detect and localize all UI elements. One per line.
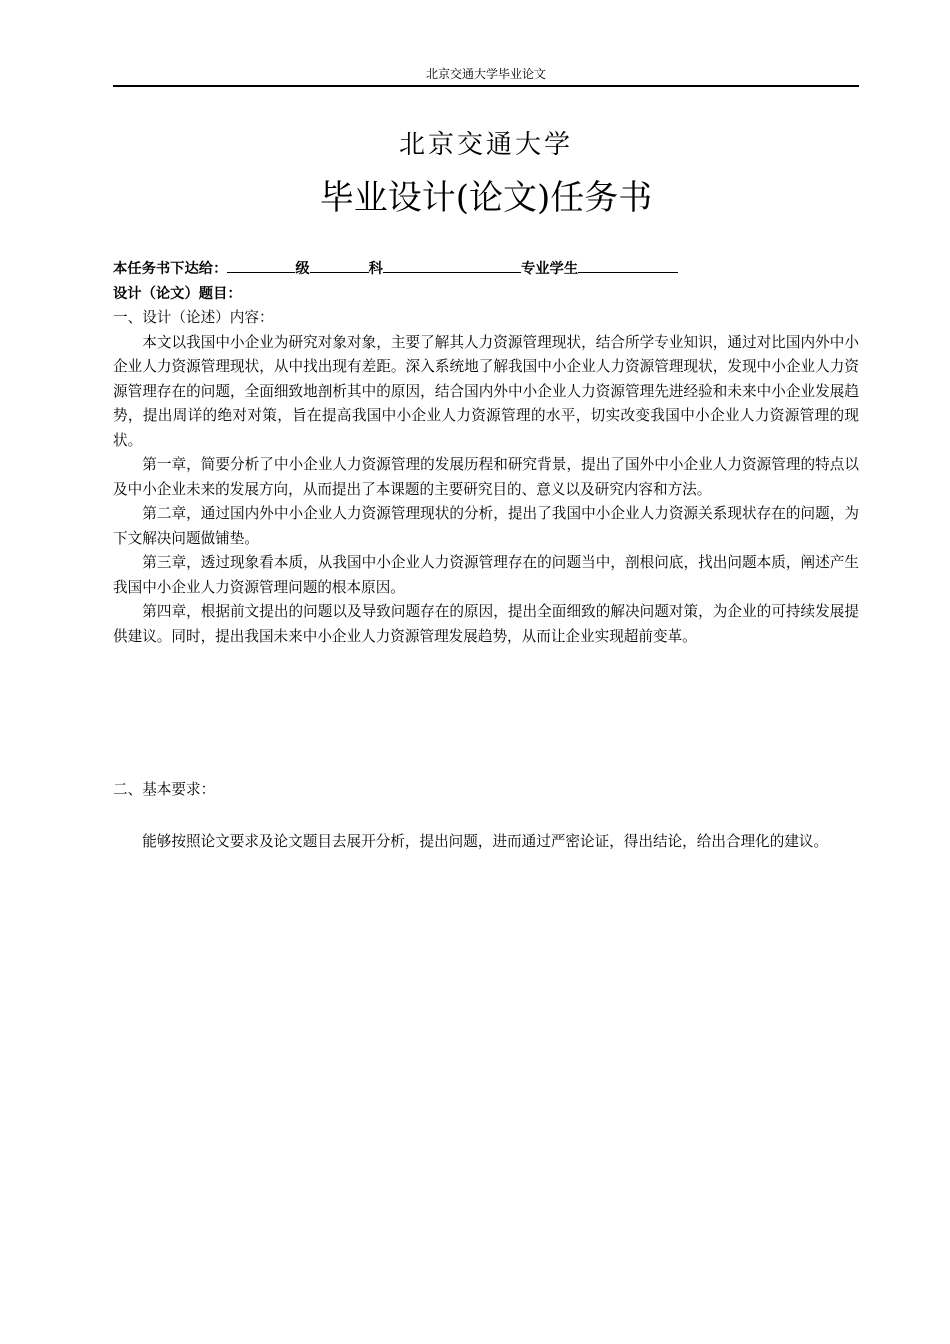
- content-paragraph: 本文以我国中小企业为研究对象对象，主要了解其人力资源管理现状，结合所学专业知识，通过对比国内外中小企业人力资源管理现状，从中找出现有差距。深入系统地了解我国中小企业人力资源管理现状，发现中小企业人力资源管理存在的问题，全面细致地剖析其中的原因，结合国内外中小企业人力资源管理先进经验和未来中小企业发展趋势，提出周详的绝对对策，旨在提高我国中小企业人力资源管理的水平，切实改变我国中小企业人力资源管理的现状。: [113, 333, 859, 449]
- section-heading: 一、设计（论述）内容：: [113, 309, 274, 326]
- university-title: 北京交通大学: [398, 130, 573, 160]
- requirements-paragraph: 能够按照论文要求及论文题目去展开分析，提出问题，进而通过严密论证，得出结论，给出合理化的建议。: [142, 833, 829, 850]
- topic-line: [113, 282, 859, 307]
- requirements-body: [113, 830, 859, 855]
- content-paragraph: 第二章，通过国内外中小企业人力资源管理现状的分析，提出了我国中小企业人力资源关系现状存在的问题，为下文解决问题做铺垫。: [113, 505, 859, 547]
- header-rule: [113, 85, 859, 87]
- content-paragraph: 第一章，简要分析了中小企业人力资源管理的发展历程和研究背景，提出了国外中小企业人力资源管理的特点以及中小企业未来的发展方向，从而提出了本课题的主要研究目的、意义以及研究内容和方法。: [113, 456, 859, 498]
- document-title: 毕业设计(论文)任务书: [319, 178, 653, 218]
- running-header: 北京交通大学毕业论文: [425, 67, 546, 81]
- assignment-prefix: 本任务书下达给：: [113, 261, 228, 277]
- major-blank: [383, 258, 521, 273]
- assignment-line: [113, 257, 859, 282]
- grade-label: 级: [295, 261, 310, 277]
- grade-blank: [227, 258, 295, 273]
- topic-label: 设计（论文）题目：: [113, 285, 242, 302]
- dept-label: 科: [368, 261, 383, 277]
- section-content: [113, 306, 859, 649]
- content-paragraph: 第四章，根据前文提出的问题以及导致问题存在的原因，提出全面细致的解决问题对策，为企业的可持续发展提供建议。同时，提出我国未来中小企业人力资源管理发展趋势，从而让企业实现超前变革。: [113, 603, 859, 645]
- section-heading: 二、基本要求：: [113, 781, 216, 798]
- section-requirements: [113, 778, 859, 803]
- student-blank: [578, 258, 678, 273]
- major-label: 专业学生: [520, 261, 579, 277]
- content-paragraph: 第三章，透过现象看本质，从我国中小企业人力资源管理存在的问题当中，剖根问底，找出问题本质，阐述产生我国中小企业人力资源管理问题的根本原因。: [113, 554, 859, 596]
- assignment-block: [113, 257, 859, 306]
- dept-blank: [310, 258, 369, 273]
